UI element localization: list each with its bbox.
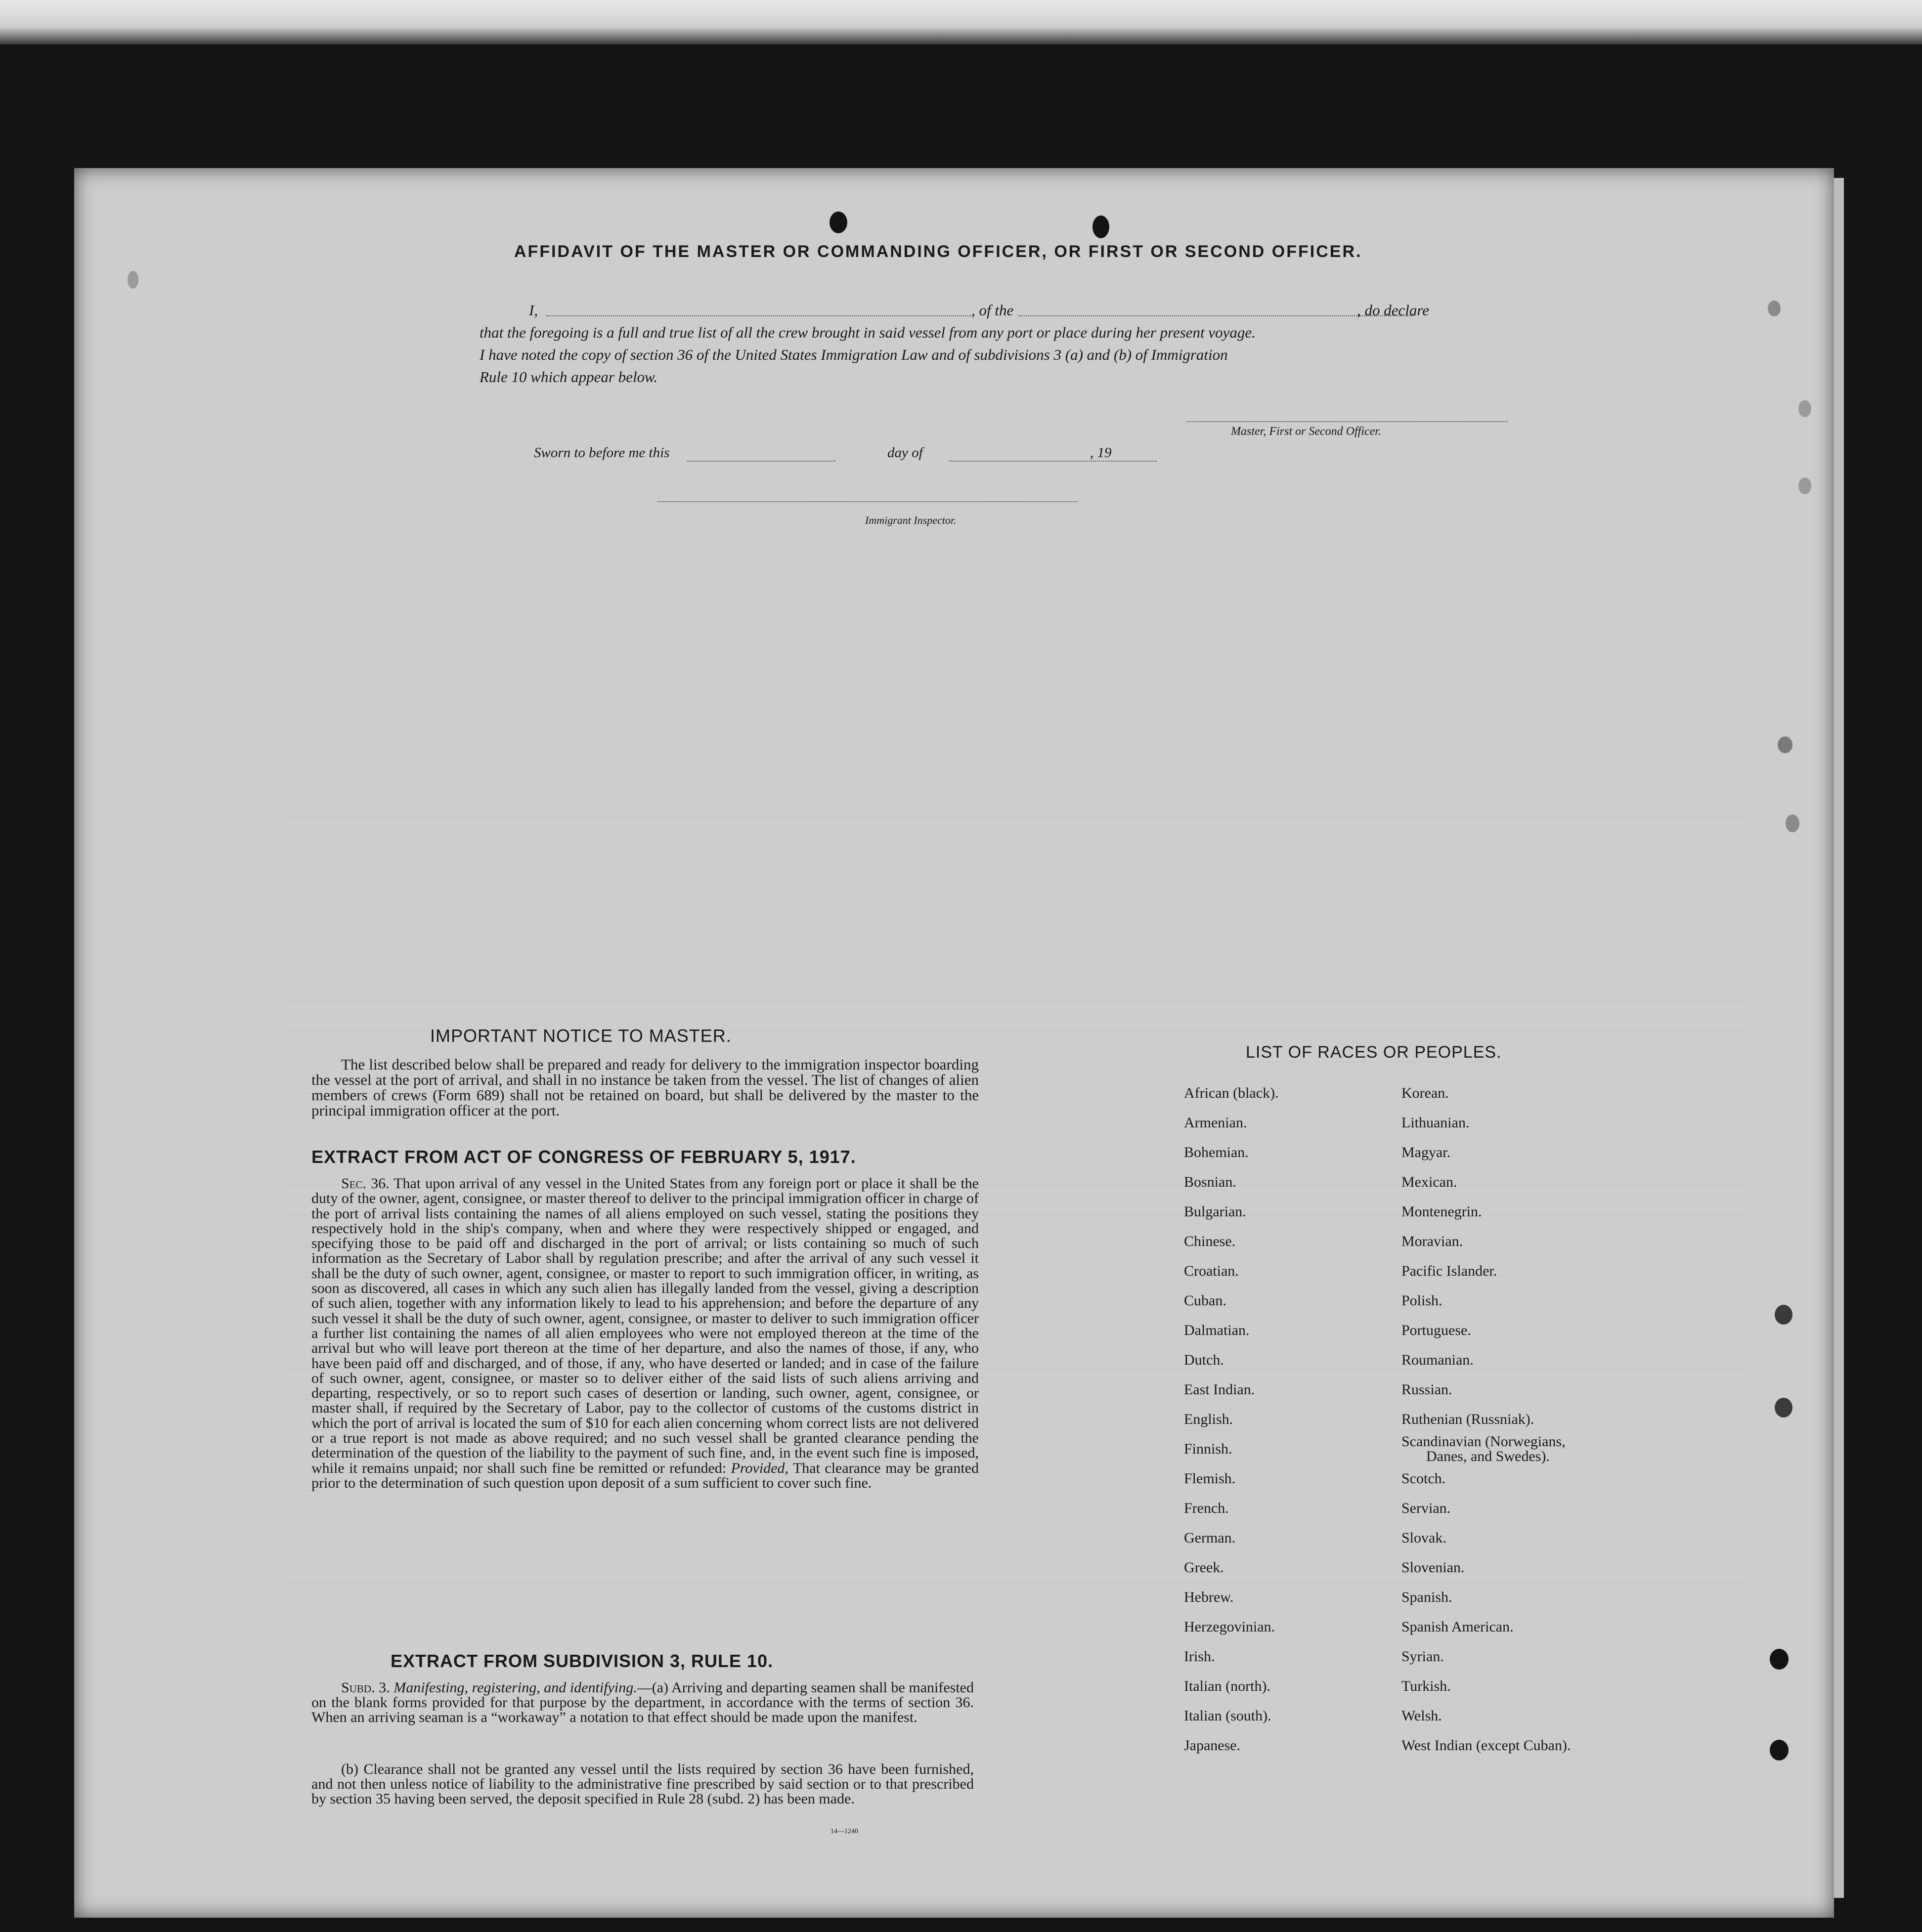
notice-heading: IMPORTANT NOTICE TO MASTER. [430, 1026, 732, 1046]
rule-subd-title: Manifesting, registering, and identifying. [393, 1679, 637, 1696]
races-right-column [1401, 1085, 1698, 1752]
race-item: Hebrew. [1184, 1589, 1234, 1605]
sworn-text: Sworn to before me this [534, 445, 670, 461]
punch-hole [1775, 1305, 1792, 1325]
race-item: Syrian. [1401, 1648, 1444, 1665]
punch-hole [1092, 215, 1109, 238]
race-item: Dutch. [1184, 1352, 1224, 1368]
sworn-day-blank[interactable] [687, 460, 835, 462]
act-body: That upon arrival of any vessel in the United States from any foreign port or place it shall be the duty of the owner, agent, consignee, or master thereof to deliver to the principal immigration officer in charge of the port of arrival lists containing the names of all aliens employed on such vessel, stating the positions they respectively hold in the ship's company, when and where they were respectively shipped or engaged, and specifying those to be paid off and discharged in the port of arrival; or lists containing so much of such information as the Secretary of Labor shall by regulation prescribe; and after the arrival of any such vessel it shall be the duty of such owner, agent, consignee, or master to report to such immigration officer, in writing, as soon as discovered, all cases in which any such alien has illegally landed from the vessel, giving a description of such alien, together with any information likely to lead to his apprehension; and before the departure of any such vessel it shall be the duty of such owner, agent, consignee, or master to deliver to such immigration officer a further list containing the names of all alien employees who were not employed thereon at the time of the arrival but who will leave port thereon at the time of her departure, and also the names of those, if any, who have been paid off and discharged, and of those, if any, who have deserted or landed; and in case of the failure of such owner, agent, consignee, or master so to deliver either of the said lists of such aliens arriving and departing, respectively, or so to report such cases of desertion or landing, such owner, agent, consignee, or master shall, if required by the Secretary of Labor, pay to the collector of customs of the customs district in which the port of arrival is located the sum of $10 for each alien concerning whom correct lists are not delivered or a true report is not made as above required; and no such vessel shall be granted clearance pending the determination of the question of the liability to the payment of such fine, and, in the event such fine is imposed, while it remains unpaid; nor shall such fine be remitted or refunded: [311, 1175, 979, 1476]
race-item: Servian. [1401, 1500, 1451, 1516]
race-item: West Indian (except Cuban). [1401, 1737, 1571, 1754]
race-item: Finnish. [1184, 1441, 1232, 1457]
punch-hole [1770, 1649, 1789, 1670]
rule-a-text: —(a) Arriving and departing seamen shall be manifested on the blank forms provided for that purpose by the department, in accordance with the terms of section 36. When an arriving seaman is a “workaway” a notation to that effect should be made upon the manifest. [311, 1679, 974, 1725]
race-item: Armenian. [1184, 1115, 1247, 1131]
notice-body: The list described below shall be prepared and ready for delivery to the immigration inspector boarding the vessel at the port of arrival, and shall in no instance be taken from the vessel. The list of changes of alien members of crews (Form 689) shall not be retained on board, but shall be delivered by the master to the principal immigration officer at the port. [311, 1056, 979, 1119]
race-item: Pacific Islander. [1401, 1263, 1497, 1279]
race-item: Bohemian. [1184, 1144, 1249, 1160]
race-item: Slovak. [1401, 1530, 1446, 1546]
affidavit-line-4: Rule 10 which appear below. [480, 368, 658, 386]
act-section-label: Sec. 36. [341, 1175, 390, 1192]
race-item: Italian (north). [1184, 1678, 1270, 1694]
affidavit-line-2: that the foregoing is a full and true list of all the crew brought in said vessel from any port or place during her present voyage. [480, 324, 1256, 341]
punch-hole [1798, 477, 1811, 494]
race-item: Herzegovinian. [1184, 1619, 1275, 1635]
punch-hole [1778, 736, 1792, 753]
race-item: Portuguese. [1401, 1322, 1471, 1338]
affidavit-line-3: I have noted the copy of section 36 of the United States Immigration Law and of subdivisions 3 (a) and (b) of Immigration [480, 346, 1228, 363]
scanner-edge [0, 0, 1922, 44]
race-item: Welsh. [1401, 1708, 1442, 1724]
race-item: Cuban. [1184, 1292, 1226, 1309]
race-item: German. [1184, 1530, 1236, 1546]
race-item: Magyar. [1401, 1144, 1451, 1160]
race-item: Bulgarian. [1184, 1203, 1246, 1220]
manifest-sheet [74, 168, 1834, 1918]
race-item: Spanish. [1401, 1589, 1452, 1605]
signature-line[interactable] [1186, 420, 1508, 422]
rule-heading: EXTRACT FROM SUBDIVISION 3, RULE 10. [391, 1651, 774, 1671]
race-item: Moravian. [1401, 1233, 1463, 1249]
act-text [311, 1176, 979, 1491]
race-item: Roumanian. [1401, 1352, 1474, 1368]
race-item: Bosnian. [1184, 1174, 1236, 1190]
punch-hole [830, 212, 847, 233]
signature-caption: Master, First or Second Officer. [1231, 425, 1381, 438]
day-of-text: day of [887, 445, 923, 461]
rule-subd-label: Subd. 3. [341, 1679, 390, 1696]
race-item: Mexican. [1401, 1174, 1457, 1190]
vessel-blank[interactable] [1018, 314, 1414, 316]
races-heading: LIST OF RACES OR PEOPLES. [1246, 1043, 1502, 1062]
rule-b-text: (b) Clearance shall not be granted any vessel until the lists required by section 36 have been furnished, and not then unless notice of liability to the administrative fine prescribed by said section or to that prescribed by section 35 having been served, the deposit specified in Rule 28 (subd. 2) has been made. [311, 1761, 974, 1807]
race-item: East Indian. [1184, 1381, 1255, 1398]
form-number: 14—1240 [830, 1828, 858, 1835]
sworn-month-blank[interactable] [949, 460, 1157, 462]
race-item: Lithuanian. [1401, 1115, 1470, 1131]
race-item: Greek. [1184, 1559, 1224, 1576]
race-item: Turkish. [1401, 1678, 1451, 1694]
inspector-signature-line[interactable] [657, 500, 1078, 502]
race-item: Spanish American. [1401, 1619, 1514, 1635]
race-item: Ruthenian (Russniak). [1401, 1411, 1534, 1427]
inspector-caption: Immigrant Inspector. [865, 514, 957, 526]
act-proviso-label: Provided, [731, 1460, 788, 1476]
race-item: Polish. [1401, 1292, 1442, 1309]
race-item: Italian (south). [1184, 1708, 1271, 1724]
race-item: Danes, and Swedes). [1426, 1448, 1550, 1464]
affidavit-of-the: , of the [971, 301, 1014, 319]
act-proviso-text: That clearance may be granted prior to the determination of such question upon deposit of a sum sufficient to cover such fine. [311, 1460, 979, 1491]
race-item: French. [1184, 1500, 1229, 1516]
races-left-column [1184, 1085, 1392, 1754]
race-item: African (black). [1184, 1085, 1279, 1101]
rule-text-b [311, 1762, 974, 1806]
name-blank[interactable] [546, 314, 971, 316]
race-item: Japanese. [1184, 1737, 1241, 1754]
punch-hole [128, 271, 138, 289]
rule-text-a [311, 1680, 974, 1725]
notice-text [311, 1057, 979, 1118]
race-item: English. [1184, 1411, 1233, 1427]
race-item: Croatian. [1184, 1263, 1239, 1279]
race-item: Scotch. [1401, 1470, 1446, 1487]
year-text: , 19 [1090, 445, 1112, 461]
race-item: Dalmatian. [1184, 1322, 1250, 1338]
race-item: Chinese. [1184, 1233, 1236, 1249]
punch-hole [1770, 1740, 1789, 1760]
race-item: Russian. [1401, 1381, 1452, 1398]
punch-hole [1768, 301, 1781, 316]
race-item: Montenegrin. [1401, 1203, 1482, 1220]
punch-hole [1786, 815, 1799, 832]
race-item: Scandinavian (Norwegians, [1401, 1433, 1566, 1450]
act-heading: EXTRACT FROM ACT OF CONGRESS OF FEBRUARY 5, 1917. [311, 1147, 856, 1167]
race-item: Irish. [1184, 1648, 1215, 1665]
race-item: Korean. [1401, 1085, 1449, 1101]
affidavit-heading: AFFIDAVIT OF THE MASTER OR COMMANDING OFFICER, OR FIRST OR SECOND OFFICER. [514, 242, 1362, 261]
affidavit-i: I, [529, 301, 538, 319]
race-item: Flemish. [1184, 1470, 1236, 1487]
punch-hole [1798, 400, 1811, 417]
punch-hole [1775, 1398, 1792, 1417]
race-item: Slovenian. [1401, 1559, 1465, 1576]
affidavit-do-declare: , do declare [1357, 301, 1430, 319]
